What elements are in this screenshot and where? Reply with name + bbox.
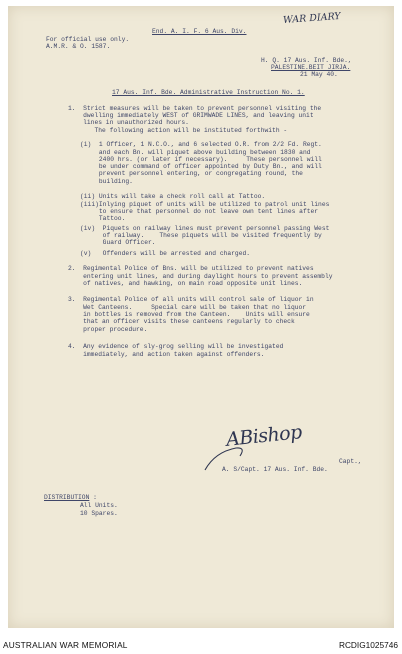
sub-line: (i) 1 Officer, 1 N.C.O., and 6 selected O.R. from 2/2 Fd. Regt.	[80, 141, 322, 148]
sub-line: and each Bn. will piquet above building between 1830 and	[80, 149, 311, 156]
footer-record-id: RCDIG1025746	[338, 640, 398, 650]
hq-line: H. Q. 17 Aus. Inf. Bde.,	[261, 57, 352, 64]
para-line: 4. Any evidence of sly-grog selling will be investigated	[68, 343, 284, 350]
location-line: PALESTINE.BEIT JIRJA.	[271, 64, 351, 71]
official-use-line: For official use only.	[46, 36, 130, 43]
end-line: End. A. I. F. 6 Aus. Div.	[152, 28, 247, 35]
sub-line: (v) Offenders will be arrested and charged.	[80, 250, 251, 257]
para-line: Wet Canteens. Special care will be taken that no liquor	[68, 304, 307, 311]
para-line: that an officer visits these canteens regularly to check	[68, 318, 295, 325]
para-line: immediately, and action taken against offenders.	[68, 351, 265, 358]
para-line: 3. Regimental Police of all units will control sale of liquor in	[68, 296, 314, 303]
sub-line: Tattoo.	[80, 215, 126, 222]
para-line: The following action will be instituted forthwith -	[68, 127, 288, 134]
sub-line: to ensure that personnel do not leave own tent lines after	[80, 208, 319, 215]
para-line: 2. Regimental Police of Bns. will be utilized to prevent natives	[68, 265, 314, 272]
para-line: entering unit lines, and during daylight hours to prevent assembly	[68, 273, 333, 280]
para-line: lines in unauthorized hours.	[68, 119, 189, 126]
sub-line: building.	[80, 178, 133, 185]
sub-line: Guard Officer.	[80, 239, 156, 246]
document-title: 17 Aus. Inf. Bde. Administrative Instruction No. 1.	[112, 89, 305, 96]
handwritten-signature: ABishop	[225, 421, 303, 451]
sub-line: (iii)Inlying piquet of units will be utilized to patrol unit lines	[80, 201, 330, 208]
distribution-label: DISTRIBUTION	[44, 494, 90, 501]
regulation-line: A.M.R. & O. 1587.	[46, 43, 111, 50]
footer-bar	[0, 636, 402, 654]
para-line: dwelling immediately WEST of GRIMWADE LINES, and leaving unit	[68, 112, 314, 119]
para-line: proper procedure.	[68, 326, 148, 333]
signature-rank: Capt.,	[339, 458, 362, 465]
sub-line: (iv) Piquets on railway lines must prevent personnel passing West	[80, 225, 330, 232]
sub-line: (ii) Units will take a check roll call at Tattoo.	[80, 193, 266, 200]
signature-line: A. S/Capt. 17 Aus. Inf. Bde.	[222, 466, 328, 473]
sub-line: 2400 hrs. (or later if necessary). These personnel will	[80, 156, 322, 163]
distribution-item: All Units.	[80, 502, 118, 509]
footer-source: AUSTRALIAN WAR MEMORIAL	[3, 640, 128, 650]
sub-line: of railway. These piquets will be visited frequently by	[80, 232, 322, 239]
para-line: of natives, and hawking, on main road opposite unit lines.	[68, 280, 303, 287]
distribution-colon: :	[89, 494, 97, 501]
sub-line: prevent personnel entering, or congregating round, the	[80, 170, 303, 177]
distribution-heading	[44, 494, 97, 502]
para-line: in bottles is removed from the Canteen. Units will ensure	[68, 311, 310, 318]
date-line: 21 May 40.	[300, 71, 338, 78]
war-diary-stamp: WAR DIARY	[282, 11, 342, 26]
sub-line: be under command of officer appointed by Duty Bn., and will	[80, 163, 322, 170]
para-line: 1. Strict measures will be taken to prevent personnel visiting the	[68, 105, 322, 112]
distribution-item: 10 Spares.	[80, 510, 118, 517]
